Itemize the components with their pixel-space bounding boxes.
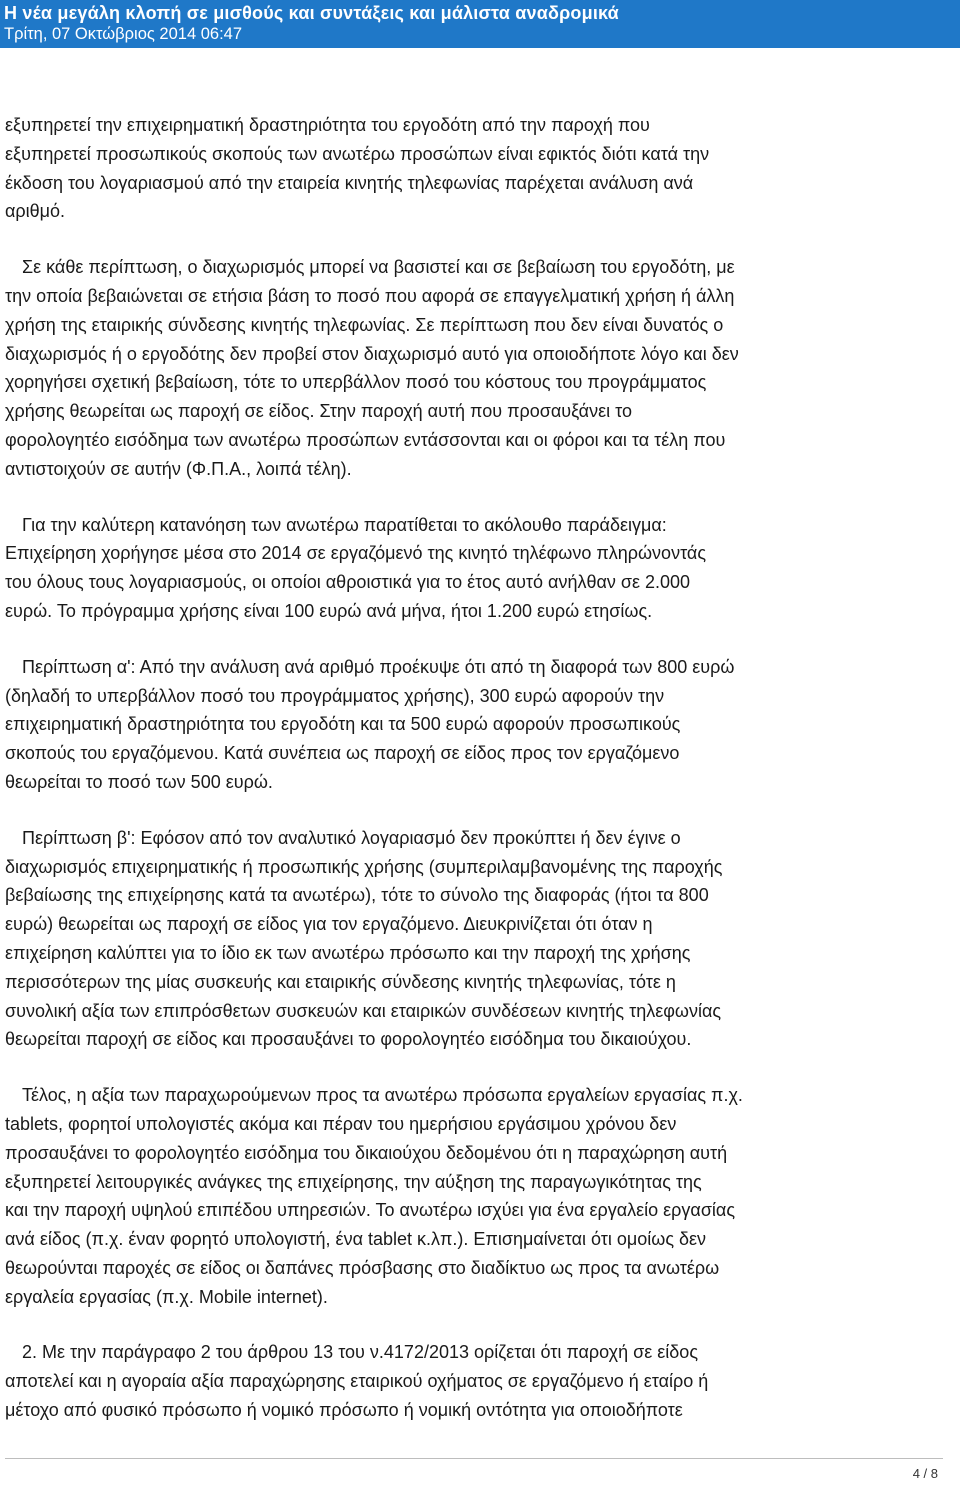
text-line: ευρώ) θεωρείται ως παροχή σε είδος για τον εργαζόμενο. Διευκρινίζεται ότι όταν η [5, 914, 653, 935]
text-line: Σε κάθε περίπτωση, ο διαχωρισμός μπορεί να βασιστεί και σε βεβαίωση του εργοδότη, με [22, 257, 735, 278]
text-line: Για την καλύτερη κατανόηση των ανωτέρω παρατίθεται το ακόλουθο παράδειγμα: [22, 514, 667, 535]
text-line: Περίπτωση α': Από την ανάλυση ανά αριθμό προέκυψε ότι από τη διαφορά των 800 ευρώ [22, 656, 735, 677]
paragraph-1 [5, 111, 947, 226]
text-line: χρήσης θεωρείται ως παροχή σε είδος. Στην παροχή αυτή που προσαυξάνει το [5, 401, 632, 422]
text-line: tablets, φορητοί υπολογιστές ακόμα και πέραν του ημερήσιου εργάσιμου χρόνου δεν [5, 1113, 677, 1134]
text-line: εξυπηρετεί προσωπικούς σκοπούς των ανωτέρω προσώπων είναι εφικτός διότι κατά την [5, 143, 710, 164]
paragraph-7 [5, 1338, 947, 1424]
text-line: φορολογητέο εισόδημα των ανωτέρω προσώπων εντάσσονται και οι φόροι και τα τέλη που [5, 429, 726, 450]
text-line: επιχειρηματική δραστηριότητα του εργοδότη και τα 500 ευρώ αφορούν προσωπικούς [5, 714, 681, 735]
text-line: μέτοχο από φυσικό πρόσωπο ή νομικό πρόσωπο ή νομική οντότητα για οποιοδήποτε [5, 1400, 683, 1421]
paragraph-4 [5, 653, 947, 797]
text-line: Τέλος, η αξία των παραχωρούμενων προς τα ανωτέρω πρόσωπα εργαλείων εργασίας π.χ. [22, 1085, 743, 1106]
text-line: προσαυξάνει το φορολογητέο εισόδημα του δικαιούχου δεδομένου ότι η παραχώρηση αυτή [5, 1142, 728, 1163]
text-line: επιχείρηση καλύπτει για το ίδιο εκ των ανωτέρω πρόσωπο και την παροχή της χρήσης [5, 942, 691, 963]
page-number: 4 / 8 [912, 1466, 938, 1481]
text-line: Επιχείρηση χορήγησε μέσα στο 2014 σε εργαζόμενό της κινητό τηλέφωνο πληρώνοντάς [5, 543, 707, 564]
text-line: του όλους τους λογαριασμούς, οι οποίοι αθροιστικά για το έτος αυτό ανήλθαν σε 2.000 [5, 572, 691, 593]
text-line: αντιστοιχούν σε αυτήν (Φ.Π.Α., λοιπά τέλη). [5, 458, 352, 479]
text-line: διαχωρισμός ή ο εργοδότης δεν προβεί στον διαχωρισμό αυτό για οποιοδήποτε λόγο και δεν [5, 343, 739, 364]
text-line: έκδοση του λογαριασμού από την εταιρεία κινητής τηλεφωνίας παρέχεται ανάλυση ανά [5, 172, 694, 193]
text-line: χορηγήσει σχετική βεβαίωση, τότε το υπερβάλλον ποσό του κόστους του προγράμματος [5, 372, 707, 393]
text-line: (δηλαδή το υπερβάλλον ποσό του προγράμματος χρήσης), 300 ευρώ αφορούν την [5, 685, 665, 706]
footer-divider [5, 1458, 943, 1459]
paragraph-3 [5, 511, 947, 626]
paragraph-2 [5, 253, 947, 483]
document-header [0, 0, 960, 48]
text-line: Περίπτωση β': Εφόσον από τον αναλυτικό λογαριασμό δεν προκύπτει ή δεν έγινε ο [22, 827, 681, 848]
text-line: και την παροχή υψηλού επιπέδου υπηρεσιών. Το ανωτέρω ισχύει για ένα εργαλείο εργασίας [5, 1200, 736, 1221]
text-line: θεωρούνται παροχές σε είδος οι δαπάνες πρόσβασης στο διαδίκτυο ως προς τα ανωτέρω [5, 1257, 720, 1278]
text-line: σκοπούς του εργαζόμενου. Κατά συνέπεια ως παροχή σε είδος προς τον εργαζόμενο [5, 743, 680, 764]
text-line: ευρώ. Το πρόγραμμα χρήσης είναι 100 ευρώ ανά μήνα, ήτοι 1.200 ευρώ ετησίως. [5, 600, 653, 621]
text-line: εξυπηρετεί την επιχειρηματική δραστηριότητα του εργοδότη από την παροχή που [5, 115, 650, 135]
text-line: την οποία βεβαιώνεται σε ετήσια βάση το ποσό που αφορά σε επαγγελματική χρήση ή άλλη [5, 285, 735, 306]
article-body [5, 111, 947, 1452]
document-date: Τρίτη, 07 Οκτώβριος 2014 06:47 [4, 25, 243, 43]
text-line: βεβαίωσης της επιχείρησης κατά τα ανωτέρω), τότε το σύνολο της διαφοράς (ήτοι τα 800 [5, 885, 709, 906]
text-line: ανά είδος (π.χ. έναν φορητό υπολογιστή, ένα tablet κ.λπ.). Επισημαίνεται ότι ομοίως δεν [5, 1229, 707, 1250]
text-line: διαχωρισμός επιχειρηματικής ή προσωπικής χρήσης (συμπεριλαμβανομένης της παροχής [5, 856, 723, 877]
text-line: περισσότερων της μίας συσκευής και εταιρικής σύνδεσης κινητής τηλεφωνίας, τότε η [5, 971, 676, 992]
text-line: θεωρείται παροχή σε είδος και προσαυξάνει το φορολογητέο εισόδημα του δικαιούχου. [5, 1029, 692, 1050]
text-line: αριθμό. [5, 201, 66, 222]
text-line: εργαλεία εργασίας (π.χ. Mobile internet). [5, 1286, 328, 1307]
text-line: συνολική αξία των επιπρόσθετων συσκευών και εταιρικών συνδέσεων κινητής τηλεφωνίας [5, 1000, 722, 1021]
text-line: 2. Με την παράγραφο 2 του άρθρου 13 του ν.4172/2013 ορίζεται ότι παροχή σε είδος [22, 1342, 698, 1363]
paragraph-5 [5, 824, 947, 1054]
text-line: θεωρείται το ποσό των 500 ευρώ. [5, 771, 273, 792]
text-line: χρήση της εταιρικής σύνδεσης κινητής τηλεφωνίας. Σε περίπτωση που δεν είναι δυνατός ο [5, 314, 724, 335]
text-line: αποτελεί και η αγοραία αξία παραχώρησης εταιρικού οχήματος σε εργαζόμενο ή εταίρο ή [5, 1371, 709, 1392]
text-line: εξυπηρετεί λειτουργικές ανάγκες της επιχείρησης, την αύξηση της παραγωγικότητας της [5, 1171, 702, 1192]
paragraph-6 [5, 1081, 947, 1311]
document-title: Η νέα μεγάλη κλοπή σε μισθούς και συντάξεις και μάλιστα αναδρομικά [4, 3, 619, 23]
